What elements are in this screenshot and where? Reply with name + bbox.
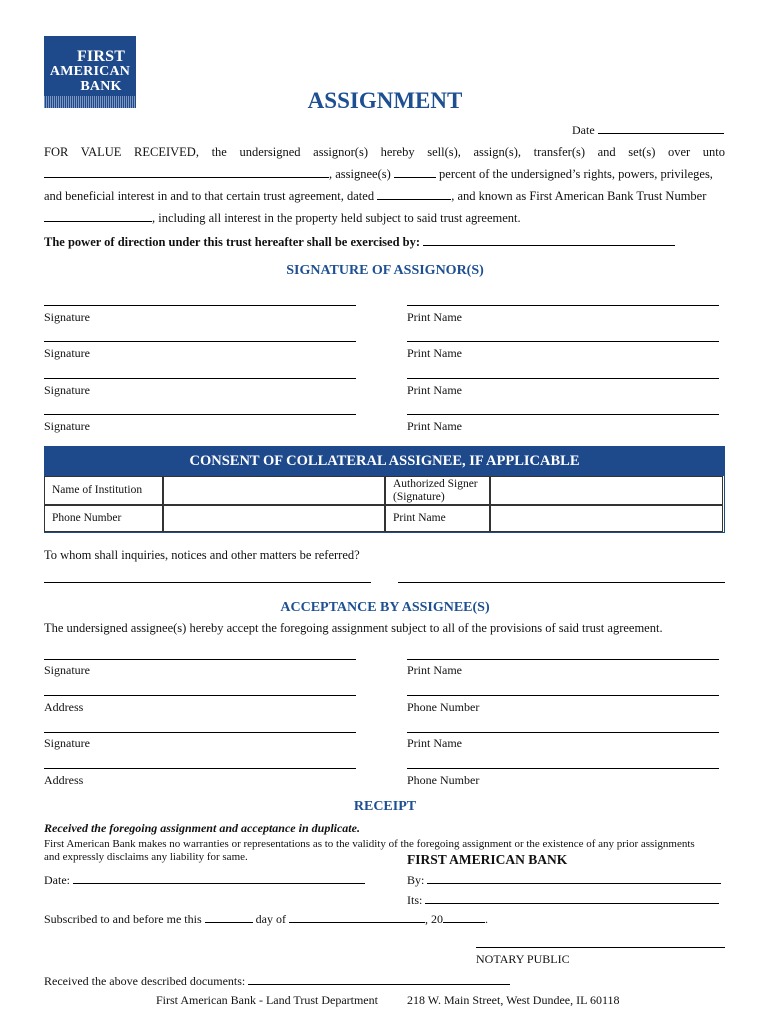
receipt-its-label: Its:: [407, 893, 423, 907]
power-of-direction-label: The power of direction under this trust hereafter shall be exercised by:: [44, 235, 421, 249]
assignor-printname-label-4: Print Name: [407, 419, 462, 433]
receipt-by-label: By:: [407, 873, 425, 887]
receipt-date-field[interactable]: [44, 872, 365, 887]
consent-print-name-label: Print Name: [393, 512, 446, 524]
phone-number-label: Phone Number: [52, 512, 122, 524]
consent-heading: CONSENT OF COLLATERAL ASSIGNEE, IF APPLICABLE: [189, 453, 580, 469]
date-blank[interactable]: [598, 122, 724, 134]
inquiries-line-right[interactable]: [398, 582, 725, 583]
acceptance-left-label-2: Address: [44, 700, 84, 714]
logo-line-american: AMERICAN: [49, 64, 131, 79]
assignee-blank[interactable]: [44, 166, 329, 178]
para-interest-text: , including all interest in the property held subject to said trust agreement.: [152, 211, 521, 225]
assignor-signature-line-4[interactable]: [44, 414, 356, 415]
subscribed-period: .: [484, 912, 488, 926]
assignor-printname-label-3: Print Name: [407, 383, 462, 397]
logo-line-bank: BANK: [80, 79, 122, 94]
subscribed-month-blank[interactable]: [289, 911, 425, 923]
receipt-disclaimer-line-2: and expressly disclaims any liability for same.: [44, 851, 248, 863]
institution-label: Name of Institution: [52, 484, 143, 496]
para-trust-number-text: , and known as First American Bank Trust Number: [451, 189, 707, 203]
power-of-direction: [44, 234, 675, 250]
para-line-1: FOR VALUE RECEIVED, the undersigned assignor(s) hereby sell(s), assign(s), transfer(s) and set(s) over unto: [44, 145, 725, 159]
assignor-printname-line-4[interactable]: [407, 414, 719, 415]
acceptance-address-line-1[interactable]: [44, 695, 356, 696]
acceptance-right-label-1: Print Name: [407, 663, 462, 677]
percent-blank[interactable]: [394, 166, 436, 178]
receipt-its-blank[interactable]: [425, 892, 719, 904]
footer-department: First American Bank - Land Trust Department: [156, 993, 378, 1007]
authorized-signer-label-2: (Signature): [393, 491, 445, 503]
assignor-signature-line-1[interactable]: [44, 305, 356, 306]
subscribed-line: [44, 911, 488, 926]
subscribed-text: Subscribed to and before me this: [44, 912, 202, 926]
assignor-printname-line-3[interactable]: [407, 378, 719, 379]
footer-address: 218 W. Main Street, West Dundee, IL 60118: [407, 993, 620, 1007]
power-of-direction-blank[interactable]: [423, 234, 675, 246]
assignor-signature-line-3[interactable]: [44, 378, 356, 379]
assignor-printname-line-1[interactable]: [407, 305, 719, 306]
inquiries-line-left[interactable]: [44, 582, 371, 583]
page-title: ASSIGNMENT: [307, 88, 463, 113]
receipt-by-blank[interactable]: [427, 872, 721, 884]
assignor-printname-label-1: Print Name: [407, 310, 462, 324]
acceptance-heading: ACCEPTANCE BY ASSIGNEE(S): [280, 600, 490, 615]
assignor-printname-label-2: Print Name: [407, 346, 462, 360]
notary-public-label: NOTARY PUBLIC: [476, 952, 570, 966]
trust-date-blank[interactable]: [377, 188, 451, 200]
date-label: Date: [572, 123, 595, 137]
para-line-2: [44, 166, 713, 182]
acceptance-text: The undersigned assignee(s) hereby accept the foregoing assignment subject to all of the provisions of said trust agreement.: [44, 621, 663, 635]
para-percent-text: percent of the undersigned’s rights, powers, privileges,: [439, 167, 713, 181]
acceptance-printname-line-2[interactable]: [407, 732, 719, 733]
assignor-heading: SIGNATURE OF ASSIGNOR(S): [286, 263, 484, 278]
inquiries-question: To whom shall inquiries, notices and other matters be referred?: [44, 548, 360, 562]
acceptance-left-label-3: Signature: [44, 736, 90, 750]
subscribed-day-blank[interactable]: [205, 911, 253, 923]
acceptance-signature-line-2[interactable]: [44, 732, 356, 733]
subscribed-year-blank[interactable]: [443, 911, 485, 923]
acceptance-right-label-4: Phone Number: [407, 773, 480, 787]
received-documents-field[interactable]: [44, 973, 510, 988]
para-line-3: [44, 188, 706, 204]
assignor-signature-line-2[interactable]: [44, 341, 356, 342]
assignor-signature-label-1: Signature: [44, 310, 90, 324]
receipt-disclaimer-line-1: First American Bank makes no warranties or representations as to the validity of the foregoing assignment or the existence of any prior assignments: [44, 838, 695, 850]
receipt-date-label: Date:: [44, 873, 70, 887]
receipt-bank-name: FIRST AMERICAN BANK: [407, 852, 568, 867]
subscribed-day-of-text: day of: [255, 912, 286, 926]
receipt-by-field[interactable]: [407, 872, 721, 887]
acceptance-right-label-2: Phone Number: [407, 700, 480, 714]
receipt-heading: RECEIPT: [353, 799, 417, 814]
trust-number-blank[interactable]: [44, 210, 152, 222]
logo-line-first: FIRST: [76, 48, 126, 65]
date-field[interactable]: [572, 122, 724, 137]
acceptance-phone-line-1[interactable]: [407, 695, 719, 696]
para-assignee-text: , assignee(s): [329, 167, 391, 181]
notary-signature-line[interactable]: [476, 947, 725, 948]
receipt-date-blank[interactable]: [73, 872, 365, 884]
acceptance-address-line-2[interactable]: [44, 768, 356, 769]
para-line-4: [44, 210, 521, 226]
receipt-italic-statement: Received the foregoing assignment and acceptance in duplicate.: [44, 821, 360, 835]
receipt-its-field[interactable]: [407, 892, 719, 907]
authorized-signer-label-1: Authorized Signer: [393, 478, 478, 490]
acceptance-printname-line-1[interactable]: [407, 659, 719, 660]
phone-number-input[interactable]: [163, 505, 385, 532]
acceptance-left-label-4: Address: [44, 773, 84, 787]
received-documents-label: Received the above described documents:: [44, 974, 246, 988]
acceptance-right-label-3: Print Name: [407, 736, 462, 750]
acceptance-phone-line-2[interactable]: [407, 768, 719, 769]
assignor-signature-label-4: Signature: [44, 419, 90, 433]
acceptance-signature-line-1[interactable]: [44, 659, 356, 660]
assignor-printname-line-2[interactable]: [407, 341, 719, 342]
institution-input[interactable]: [163, 476, 385, 505]
assignor-signature-label-3: Signature: [44, 383, 90, 397]
received-documents-blank[interactable]: [248, 973, 510, 985]
consent-print-name-input[interactable]: [490, 505, 723, 532]
para-dated-text: and beneficial interest in and to that certain trust agreement, dated: [44, 189, 375, 203]
acceptance-left-label-1: Signature: [44, 663, 90, 677]
subscribed-year-prefix: , 20: [424, 912, 443, 926]
assignor-signature-label-2: Signature: [44, 346, 90, 360]
authorized-signer-input[interactable]: [490, 476, 723, 505]
